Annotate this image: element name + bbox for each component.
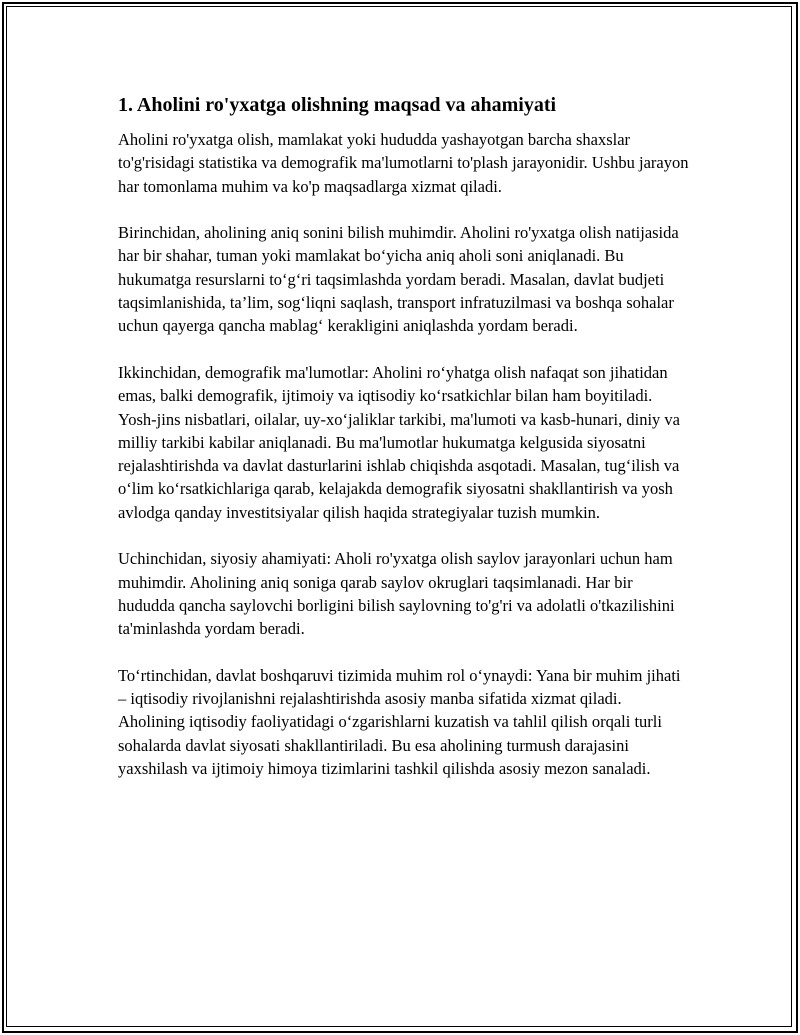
paragraph-intro: Aholini ro'yxatga olish, mamlakat yoki hududda yashayotgan barcha shaxslar to'g'risidagi statistika va demografik ma'lumotlarni to'plash jarayonidir. Ushbu jarayon har tomonlama muhim va ko'p maqsadlarga xizmat qiladi. [118,130,689,196]
paragraph-second-point: Ikkinchidan, demografik ma'lumotlar: Aholini ro‘yhatga olish nafaqat son jihatidan emas, balki demografik, ijtimoiy va iqtisodiy ko‘rsatkichlar bilan ham boyitiladi. Yosh-jins nisbatlari, oilalar, uy-xo‘jaliklar tarkibi, ma'lumoti va kasb-hunari, diniy va milliy tarkibi kabilar aniqlanadi. Bu ma'lumotlar hukumatga kelgusida siyosatni rejalashtirishda va davlat dasturlarini ishlab chiqishda asqotadi. Masalan, tug‘ilish va o‘lim ko‘rsatkichlariga qarab, kelajakda demografik siyosatni shakllantirish va yosh avlodga qanday investitsiyalar qilish haqida strategiyalar tuzish mumkin. [118,362,680,522]
document-body [118,92,690,804]
paragraph-fourth-point: To‘rtinchidan, davlat boshqaruvi tizimida muhim rol o‘ynaydi: Yana bir muhim jihati – iqtisodiy rivojlanishni rejalashtirishda asosiy manba sifatida xizmat qiladi. Aholining iqtisodiy faoliyatidagi o‘zgarishlarni kuzatish va tahlil qilish orqali turli sohalarda davlat siyosati shakllantiriladi. Bu esa aholining turmush darajasini yaxshilash va ijtimoiy himoya tizimlarini tashkil qilishda asosiy mezon sanaladi. [118,665,681,779]
paragraph-third-point: Uchinchidan, siyosiy ahamiyati: Aholi ro'yxatga olish saylov jarayonlari uchun ham muhimdir. Aholining aniq soniga qarab saylov okruglari taqsimlanadi. Har bir hududda qancha saylovchi borligini bilish saylovning to'g'ri va adolatli o'tkazilishini ta'minlashda yordam beradi. [118,549,675,639]
section-heading: 1. Aholini ro'yxatga olishning maqsad va ahamiyati [118,94,557,116]
paragraph-first-point: Birinchidan, aholining aniq sonini bilish muhimdir. Aholini ro'yxatga olish natijasida har bir shahar, tuman yoki mamlakat bo‘yicha aniq aholi soni aniqlanadi. Bu hukumatga resurslarni to‘g‘ri taqsimlashda yordam beradi. Masalan, davlat budjeti taqsimlanishida, ta’lim, sog‘liqni saqlash, transport infratuzilmasi va boshqa sohalar uchun qayerga qancha mablag‘ kerakligini aniqlashda yordam beradi. [118,223,679,336]
